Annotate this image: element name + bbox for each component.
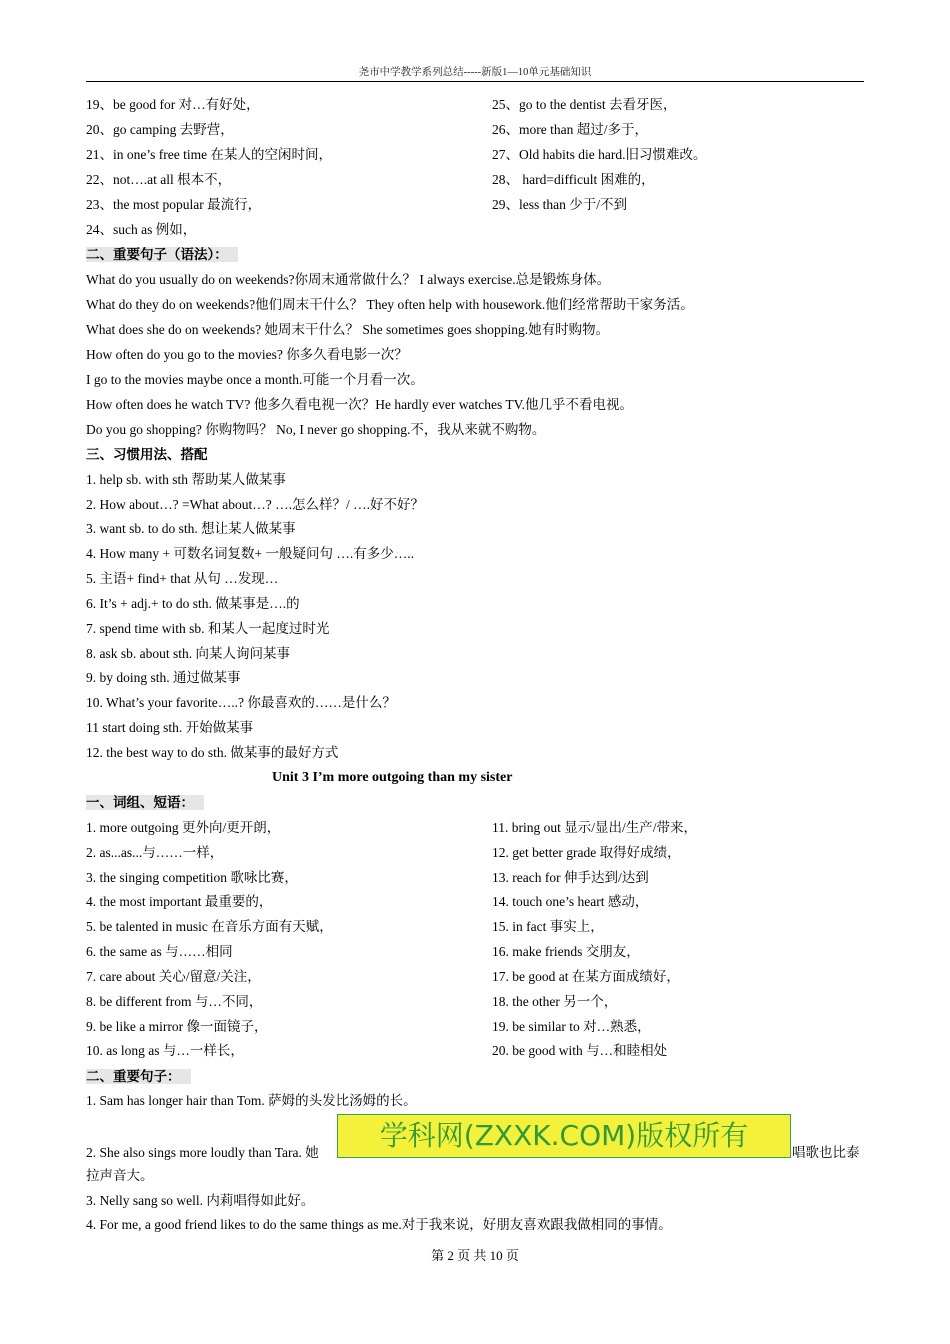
usage-item: 8. ask sb. about sth. 向某人询问某事 [86, 646, 290, 661]
phrase-item: 21、in one’s free time 在某人的空闲时间， [86, 147, 332, 162]
usage-item: 11 start doing sth. 开始做某事 [86, 720, 254, 735]
phrase-item: 20、go camping 去野营， [86, 122, 234, 137]
usage-item: 7. spend time with sb. 和某人一起度过时光 [86, 621, 330, 636]
watermark-banner: 学科网(ZXXK.COM)版权所有 [337, 1114, 791, 1158]
sentence: 2. She also sings more loudly than Tara. 她 [86, 1145, 319, 1160]
phrase-item: 23、the most popular 最流行， [86, 197, 262, 212]
usage-item: 3. want sb. to do sth. 想让某人做某事 [86, 521, 296, 536]
section-heading: 三、习惯用法、搭配 [86, 447, 208, 462]
sentence: 1. Sam has longer hair than Tom. 萨姆的头发比汤姆的长。 [86, 1093, 417, 1108]
page-footer: 第 2 页 共 10 页 [431, 1248, 519, 1263]
sentence: 拉声音大。 [86, 1168, 154, 1183]
sentence: How often do you go to the movies? 你多久看电影一次？ [86, 347, 408, 362]
usage-item: 10. What’s your favorite…..? 你最喜欢的……是什么？ [86, 695, 396, 710]
phrase-item: 10. as long as 与…一样长， [86, 1043, 244, 1058]
phrase-item: 5. be talented in music 在音乐方面有天赋， [86, 919, 333, 934]
phrase-item: 24、such as 例如， [86, 222, 197, 237]
phrase-item: 4. the most important 最重要的， [86, 894, 273, 909]
phrase-item: 15. in fact 事实上， [492, 919, 604, 934]
phrase-item: 11. bring out 显示/显出/生产/带来， [492, 820, 697, 835]
phrase-item: 7. care about 关心/留意/关注， [86, 969, 261, 984]
sentence: Do you go shopping? 你购物吗？ No, I never go shopping.不，我从来就不购物。 [86, 422, 546, 437]
phrase-item: 19、be good for 对…有好处， [86, 97, 260, 112]
usage-item: 6. It’s + adj.+ to do sth. 做某事是….的 [86, 596, 300, 611]
phrase-item: 27、Old habits die hard.旧习惯难改。 [492, 147, 707, 162]
phrase-item: 28、 hard=difficult 困难的， [492, 172, 655, 187]
phrase-item: 22、not….at all 根本不， [86, 172, 232, 187]
section-heading-label: 一、词组、短语： [86, 795, 204, 810]
sentence: What do they do on weekends?他们周末干什么？ They often help with housework.他们经常帮助干家务活。 [86, 297, 694, 312]
phrase-item: 26、more than 超过/多于， [492, 122, 648, 137]
phrase-item: 6. the same as 与……相同 [86, 944, 233, 959]
section-heading [86, 794, 204, 812]
unit-title: Unit 3 I’m more outgoing than my sister [272, 770, 513, 785]
page-header: 尧市中学教学系列总结-----新版1—10单元基础知识 [86, 66, 864, 82]
phrase-item: 20. be good with 与…和睦相处 [492, 1043, 668, 1058]
sentence: What does she do on weekends? 她周末干什么？ She sometimes goes shopping.她有时购物。 [86, 322, 610, 337]
phrase-item: 1. more outgoing 更外向/更开朗， [86, 820, 281, 835]
phrase-item: 13. reach for 伸手达到/达到 [492, 870, 649, 885]
phrase-item: 18. the other 另一个， [492, 994, 618, 1009]
sentence: What do you usually do on weekends?你周末通常做什么？ I always exercise.总是锻炼身体。 [86, 272, 611, 287]
usage-item: 9. by doing sth. 通过做某事 [86, 670, 241, 685]
phrase-item: 29、less than 少于/不到 [492, 197, 627, 212]
phrase-item: 19. be similar to 对…熟悉， [492, 1019, 651, 1034]
usage-item: 5. 主语+ find+ that 从句 …发现… [86, 571, 279, 586]
section-heading-label: 二、重要句子（语法）： [86, 247, 238, 262]
phrase-item: 17. be good at 在某方面成绩好， [492, 969, 680, 984]
phrase-item: 9. be like a mirror 像一面镜子， [86, 1019, 268, 1034]
phrase-item: 12. get better grade 取得好成绩， [492, 845, 681, 860]
phrase-item: 3. the singing competition 歌咏比赛， [86, 870, 298, 885]
phrase-item: 25、go to the dentist 去看牙医， [492, 97, 677, 112]
usage-item: 4. How many + 可数名词复数+ 一般疑问句 ….有多少….. [86, 546, 414, 561]
usage-item: 1. help sb. with sth 帮助某人做某事 [86, 472, 286, 487]
sentence: I go to the movies maybe once a month.可能一个月看一次。 [86, 372, 424, 387]
sentence: 唱歌也比泰 [792, 1145, 860, 1160]
usage-item: 12. the best way to do sth. 做某事的最好方式 [86, 745, 339, 760]
sentence: How often does he watch TV? 他多久看电视一次？He hardly ever watches TV.他几乎不看电视。 [86, 397, 634, 412]
phrase-item: 2. as...as...与……一样， [86, 845, 224, 860]
usage-item: 2. How about…? =What about…? ….怎么样？/ ….好不好？ [86, 497, 424, 512]
section-heading [86, 1068, 191, 1086]
phrase-item: 14. touch one’s heart 感动， [492, 894, 649, 909]
phrase-item: 16. make friends 交朋友， [492, 944, 640, 959]
sentence: 3. Nelly sang so well. 内莉唱得如此好。 [86, 1193, 315, 1208]
phrase-item: 8. be different from 与…不同， [86, 994, 263, 1009]
section-heading-label: 二、重要句子： [86, 1069, 191, 1084]
sentence: 4. For me, a good friend likes to do the same things as me.对于我来说，好朋友喜欢跟我做相同的事情。 [86, 1217, 672, 1232]
section-heading [86, 246, 238, 264]
